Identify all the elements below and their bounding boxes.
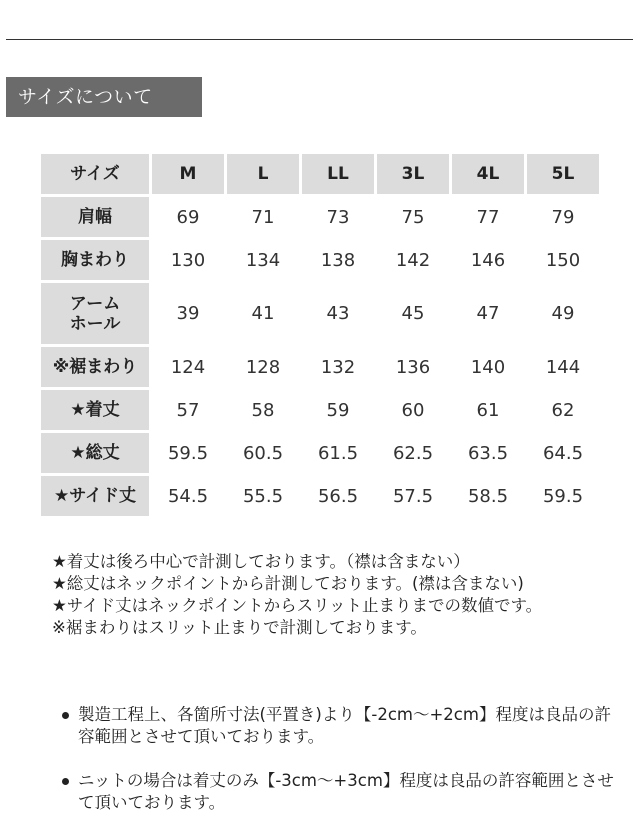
table-cell: 61.5 — [317, 442, 359, 464]
section-title: サイズについて — [6, 77, 202, 117]
table-cell: 128 — [245, 356, 281, 378]
table-cell: 62 — [551, 399, 575, 421]
table-cell: 45 — [401, 303, 425, 324]
header-size-ll: LL — [302, 154, 374, 194]
table-cell: 75 — [401, 206, 425, 228]
row-label-length: ★着丈 — [41, 390, 149, 430]
row-label-total-length: ★総丈 — [41, 433, 149, 473]
top-divider — [6, 39, 633, 40]
note-line: ★総丈はネックポイントから計測しております。(襟は含まない) — [52, 574, 524, 593]
tolerance-list — [58, 704, 618, 836]
table-row — [41, 390, 599, 430]
table-cell: 49 — [551, 303, 575, 324]
table-cell: 134 — [245, 249, 281, 271]
table-cell: 59.5 — [542, 485, 584, 507]
table-cell: 77 — [476, 206, 500, 228]
table-cell: 69 — [176, 206, 200, 228]
table-cell: 39 — [176, 303, 200, 324]
table-cell: 47 — [476, 303, 500, 324]
table-row — [41, 197, 599, 237]
table-cell: 71 — [251, 206, 275, 228]
list-item-text: 製造工程上、各箇所寸法(平置き)より【-2cm～+2cm】程度は良品の許容範囲とさせて頂いております。 — [78, 705, 611, 746]
list-item — [58, 770, 618, 814]
header-size-l: L — [227, 154, 299, 194]
table-cell: 138 — [320, 249, 356, 271]
table-cell: 61 — [476, 399, 500, 421]
bullet-dot-icon — [62, 712, 69, 719]
table-row — [41, 347, 599, 387]
table-cell: 57.5 — [392, 485, 434, 507]
table-cell: 54.5 — [167, 485, 209, 507]
table-cell: 41 — [251, 303, 275, 324]
measurement-notes — [52, 551, 592, 639]
row-label-hem: ※裾まわり — [41, 347, 149, 387]
table-cell: 136 — [395, 356, 431, 378]
table-cell: 62.5 — [392, 442, 434, 464]
header-size-m: M — [152, 154, 224, 194]
list-item-text: ニットの場合は着丈のみ【-3cm～+3cm】程度は良品の許容範囲とさせて頂いております。 — [78, 771, 614, 812]
table-cell: 57 — [176, 399, 200, 421]
table-cell: 55.5 — [242, 485, 284, 507]
header-size-5l: 5L — [527, 154, 599, 194]
table-cell: 60 — [401, 399, 425, 421]
bullet-dot-icon — [62, 778, 69, 785]
header-size-label: サイズ — [41, 154, 149, 194]
table-row — [41, 476, 599, 516]
table-cell: 146 — [470, 249, 506, 271]
table-cell: 79 — [551, 206, 575, 228]
table-row — [41, 240, 599, 280]
row-label-armhole-line1: アーム — [69, 293, 121, 314]
table-cell: 60.5 — [242, 442, 284, 464]
table-cell: 59 — [326, 399, 350, 421]
table-cell: 124 — [170, 356, 206, 378]
row-label-side-length: ★サイド丈 — [41, 476, 149, 516]
note-line: ※裾まわりはスリット止まりで計測しております。 — [52, 618, 427, 637]
table-cell: 140 — [470, 356, 506, 378]
table-cell: 58.5 — [467, 485, 509, 507]
header-size-4l: 4L — [452, 154, 524, 194]
table-cell: 150 — [545, 249, 581, 271]
table-cell: 130 — [170, 249, 206, 271]
table-header-row — [41, 154, 599, 194]
table-cell: 58 — [251, 399, 275, 421]
size-table — [38, 151, 602, 519]
table-cell: 142 — [395, 249, 431, 271]
note-line: ★着丈は後ろ中心で計測しております。（襟は含まない） — [52, 552, 470, 571]
table-cell: 56.5 — [317, 485, 359, 507]
list-item — [58, 704, 618, 748]
table-cell: 43 — [326, 303, 350, 324]
table-cell: 63.5 — [467, 442, 509, 464]
table-row — [41, 283, 599, 344]
header-size-3l: 3L — [377, 154, 449, 194]
row-label-armhole-line2: ホール — [69, 313, 121, 334]
table-cell: 59.5 — [167, 442, 209, 464]
row-label-shoulder: 肩幅 — [41, 197, 149, 237]
table-row — [41, 433, 599, 473]
table-cell: 144 — [545, 356, 581, 378]
table-cell: 132 — [320, 356, 356, 378]
note-line: ★サイド丈はネックポイントからスリット止まりまでの数値です。 — [52, 596, 543, 615]
table-cell: 73 — [326, 206, 350, 228]
row-label-armhole — [41, 283, 149, 344]
table-cell: 64.5 — [542, 442, 584, 464]
row-label-chest: 胸まわり — [41, 240, 149, 280]
